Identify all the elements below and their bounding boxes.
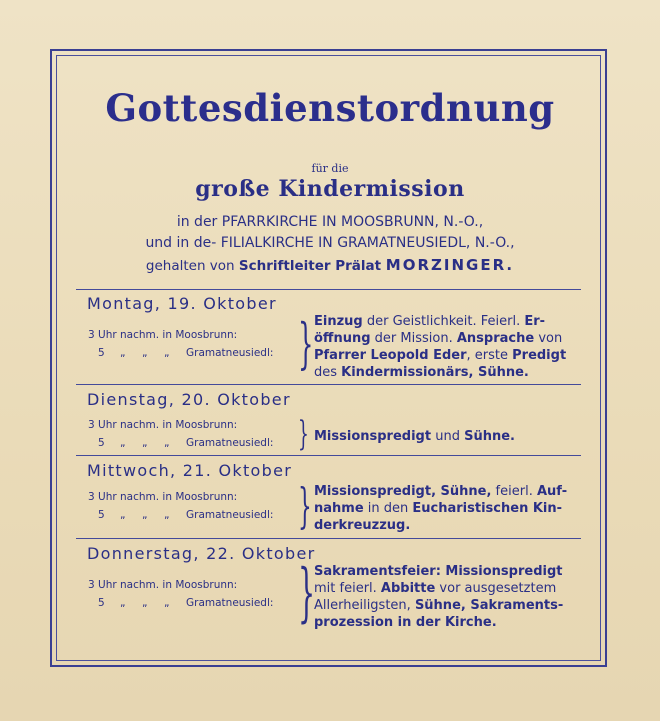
day-description-dienstag: Missionspredigt und Sühne. <box>314 429 515 444</box>
time-labels <box>88 326 296 362</box>
curly-brace: } <box>298 414 309 454</box>
preacher-title: Schriftleiter Prälat <box>238 258 386 274</box>
document-subtitle: große Kindermission <box>195 176 465 202</box>
day-heading-dienstag: Dienstag, 20. Oktober <box>87 390 291 409</box>
time-line-moosbrunn: 3 Uhr nachm. in Moosbrunn: <box>88 579 238 591</box>
preacher-prefix: gehalten von <box>145 258 239 274</box>
time-labels <box>88 488 296 524</box>
fuer-die-text: für die <box>311 162 349 175</box>
curly-brace: } <box>298 556 316 630</box>
preacher-name: MORZINGER. <box>385 256 515 274</box>
curly-brace: } <box>298 312 314 375</box>
church-line-gramatneusiedl: und in de- FILIALKIRCHE IN GRAMATNEUSIEDL, N.-O., <box>145 235 515 251</box>
section-divider <box>76 384 581 385</box>
time-line-moosbrunn: 3 Uhr nachm. in Moosbrunn: <box>88 329 238 341</box>
curly-brace: } <box>298 478 312 534</box>
time-line-gramatneusiedl: 5 „ „ „ Gramatneusiedl: <box>98 347 274 359</box>
day-heading-mittwoch: Mittwoch, 21. Oktober <box>87 461 293 480</box>
church-line-moosbrunn: in der PFARRKIRCHE IN MOOSBRUNN, N.-O., <box>176 214 484 230</box>
day-description-montag: Einzug der Geistlichkeit. Feierl. Er- öffnung der Mission. Ansprache von Pfarrer Leopold Eder, erste Predigt des Kindermissionärs, Sühne. <box>314 314 567 380</box>
preacher-line <box>0 256 660 274</box>
time-line-gramatneusiedl: 5 „ „ „ Gramatneusiedl: <box>98 597 274 609</box>
time-labels <box>88 416 296 452</box>
time-labels <box>88 576 296 612</box>
document-title: Gottesdienstordnung <box>105 86 555 130</box>
day-heading-montag: Montag, 19. Oktober <box>87 294 277 313</box>
section-divider <box>76 289 581 290</box>
time-line-gramatneusiedl: 5 „ „ „ Gramatneusiedl: <box>98 437 274 449</box>
section-divider <box>76 455 581 456</box>
time-line-gramatneusiedl: 5 „ „ „ Gramatneusiedl: <box>98 509 274 521</box>
time-line-moosbrunn: 3 Uhr nachm. in Moosbrunn: <box>88 491 238 503</box>
day-heading-donnerstag: Donnerstag, 22. Oktober <box>87 544 316 563</box>
time-line-moosbrunn: 3 Uhr nachm. in Moosbrunn: <box>88 419 238 431</box>
day-description-mittwoch: Missionspredigt, Sühne, feierl. Auf- nahme in den Eucharistischen Kin- derkreuzzug. <box>314 484 568 533</box>
day-description-donnerstag: Sakramentsfeier: Missionspredigt mit feierl. Abbitte vor ausgesetztem Allerheiligsten, Sühne, Sakraments- prozession in der Kirche. <box>314 564 564 630</box>
section-divider <box>76 538 581 539</box>
